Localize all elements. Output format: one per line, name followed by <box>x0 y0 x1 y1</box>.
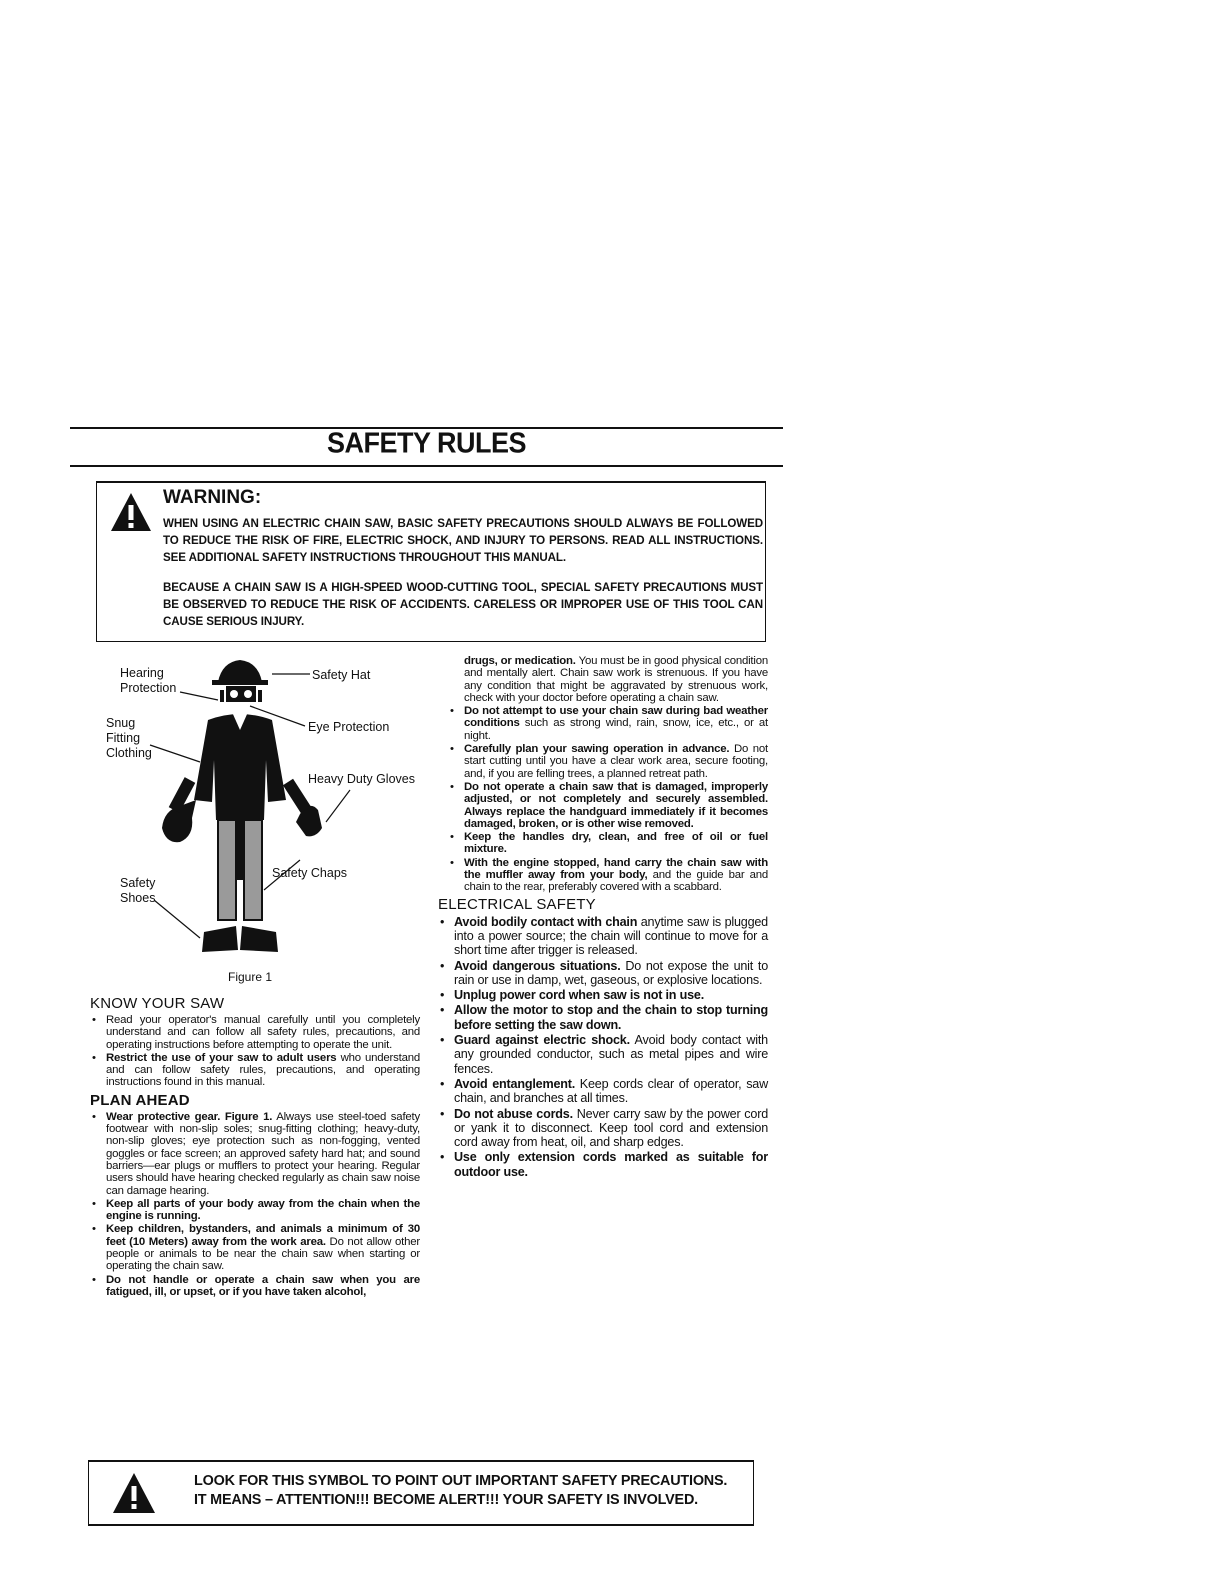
label-hearing-protection: Hearing Protection <box>120 666 177 695</box>
list-item: • Restrict the use of your saw to adult users who understand and can follow safety rules, precautions, and operating instructions found in this manual. <box>90 1052 420 1089</box>
plan-ahead-continuation: drugs, or medication. You must be in good physical condition and mentally alert. Chain saw work is strenuous. If you have any condition that might be aggravated by strenuous work, check with your doctor before operating a chain saw. <box>464 655 768 704</box>
page-title: SAFETY RULES <box>326 427 527 459</box>
know-your-saw-list <box>90 1014 420 1089</box>
list-item: • Wear protective gear. Figure 1. Always use steel-toed safety footwear with non-slip soles; snug-fitting clothing; heavy-duty, non-slip gloves; eye protection such as non-fogging, vented goggles or face screen; an approved safety hard hat; and sound barriers—ear plugs or mufflers to protect your hearing. Regular users should have hearing checked regularly as chain saw noise can damage hearing. <box>90 1111 420 1197</box>
warning-paragraph-1: WHEN USING AN ELECTRIC CHAIN SAW, BASIC SAFETY PRECAUTIONS SHOULD ALWAYS BE FOLLOWED TO REDUCE THE RISK OF FIRE, ELECTRIC SHOCK, AND INJURY TO PERSONS. READ ALL INSTRUCTIONS. SEE ADDITIONAL SAFETY INSTRUCTIONS THROUGHOUT THIS MANUAL. <box>163 517 763 564</box>
plan-ahead-list <box>90 1111 420 1298</box>
list-item: • Do not abuse cords. Never carry saw by the power cord or yank it to disconnect. Keep tool cord and extension cord away from heat, oil, and sharp edges. <box>438 1107 768 1150</box>
list-item: • Read your operator's manual carefully until you completely understand and can follow all safety rules, precautions, and operating instructions before attempting to operate the unit. <box>90 1014 420 1051</box>
right-column <box>438 655 768 1180</box>
title-rule-bottom <box>70 465 783 467</box>
list-item: • Keep children, bystanders, and animals a minimum of 30 feet (10 Meters) away from the work area. Do not allow other people or animals to be near the chain saw when starting or operating the chain saw. <box>90 1223 420 1272</box>
list-item: • Do not handle or operate a chain saw when you are fatigued, ill, or upset, or if you have taken alcohol, <box>90 1274 420 1299</box>
list-item: • Do not attempt to use your chain saw during bad weather conditions such as strong wind, rain, snow, ice, etc., or at night. <box>448 705 768 742</box>
list-item: • With the engine stopped, hand carry the chain saw with the muffler away from your body, and the guide bar and chain to the rear, preferably covered with a scabbard. <box>448 857 768 894</box>
footer-symbol-box <box>88 1461 754 1525</box>
warning-heading: WARNING: <box>163 487 262 508</box>
list-item: • Allow the motor to stop and the chain to stop turning before setting the saw down. <box>438 1003 768 1032</box>
list-item: • Avoid bodily contact with chain anytime saw is plugged into a power source; the chain will continue to move for a short time after trigger is released. <box>438 915 768 958</box>
list-item: • Guard against electric shock. Avoid body contact with any grounded conductor, such as metal pipes and wire fences. <box>438 1033 768 1076</box>
warning-paragraph-2: BECAUSE A CHAIN SAW IS A HIGH-SPEED WOOD-CUTTING TOOL, SPECIAL SAFETY PRECAUTIONS MUST BE OBSERVED TO REDUCE THE RISK OF ACCIDENTS. CARELESS OR IMPROPER USE OF THIS TOOL CAN CAUSE SERIOUS INJURY. <box>163 581 763 628</box>
label-safety-hat: Safety Hat <box>312 668 371 682</box>
list-item: • Keep the handles dry, clean, and free of oil or fuel mixture. <box>448 831 768 856</box>
list-item: • Do not operate a chain saw that is damaged, improperly adjusted, or not completely and securely assembled. Always replace the handguard immediately if it becomes damaged, broken, or is other wise removed. <box>448 781 768 830</box>
list-item: • Unplug power cord when saw is not in use. <box>438 988 768 1002</box>
list-item: • Carefully plan your sawing operation in advance. Do not start cutting until you have a clear work area, secure footing, and, if you are felling trees, a planned retreat path. <box>448 743 768 780</box>
list-item: • Use only extension cords marked as suitable for outdoor use. <box>438 1150 768 1179</box>
list-item: • Keep all parts of your body away from the chain when the engine is running. <box>90 1198 420 1223</box>
electrical-safety-list <box>438 915 768 1179</box>
plan-ahead-list-continued <box>438 705 768 893</box>
label-safety-chaps: Safety Chaps <box>272 866 348 880</box>
label-snug-fitting-clothing: Snug Fitting Clothing <box>106 716 152 760</box>
protective-gear-figure <box>100 650 430 990</box>
footer-text <box>194 1472 727 1510</box>
figure-caption: Figure 1 <box>228 970 273 984</box>
label-heavy-duty-gloves: Heavy Duty Gloves <box>308 772 415 786</box>
left-column <box>90 995 420 1299</box>
section-heading-electrical-safety: ELECTRICAL SAFETY <box>438 895 596 913</box>
warning-triangle-icon <box>109 491 153 533</box>
footer-line-2: IT MEANS – ATTENTION!!! BECOME ALERT!!! YOUR SAFETY IS INVOLVED. <box>194 1492 698 1508</box>
section-heading-plan-ahead: PLAN AHEAD <box>90 1091 190 1109</box>
warning-box <box>96 482 766 642</box>
label-eye-protection: Eye Protection <box>308 720 390 734</box>
label-safety-shoes: Safety Shoes <box>120 876 156 905</box>
figure-illustration <box>100 650 430 970</box>
list-item: • Avoid dangerous situations. Do not expose the unit to rain or use in damp, wet, gaseous, or explosive locations. <box>438 959 768 988</box>
section-heading-know-your-saw: KNOW YOUR SAW <box>90 995 225 1012</box>
footer-line-1: LOOK FOR THIS SYMBOL TO POINT OUT IMPORTANT SAFETY PRECAUTIONS. <box>194 1473 728 1489</box>
warning-triangle-icon <box>111 1471 157 1515</box>
footer-rule-bottom <box>88 1524 754 1526</box>
list-item: • Avoid entanglement. Keep cords clear of operator, saw chain, and branches at all times. <box>438 1077 768 1106</box>
